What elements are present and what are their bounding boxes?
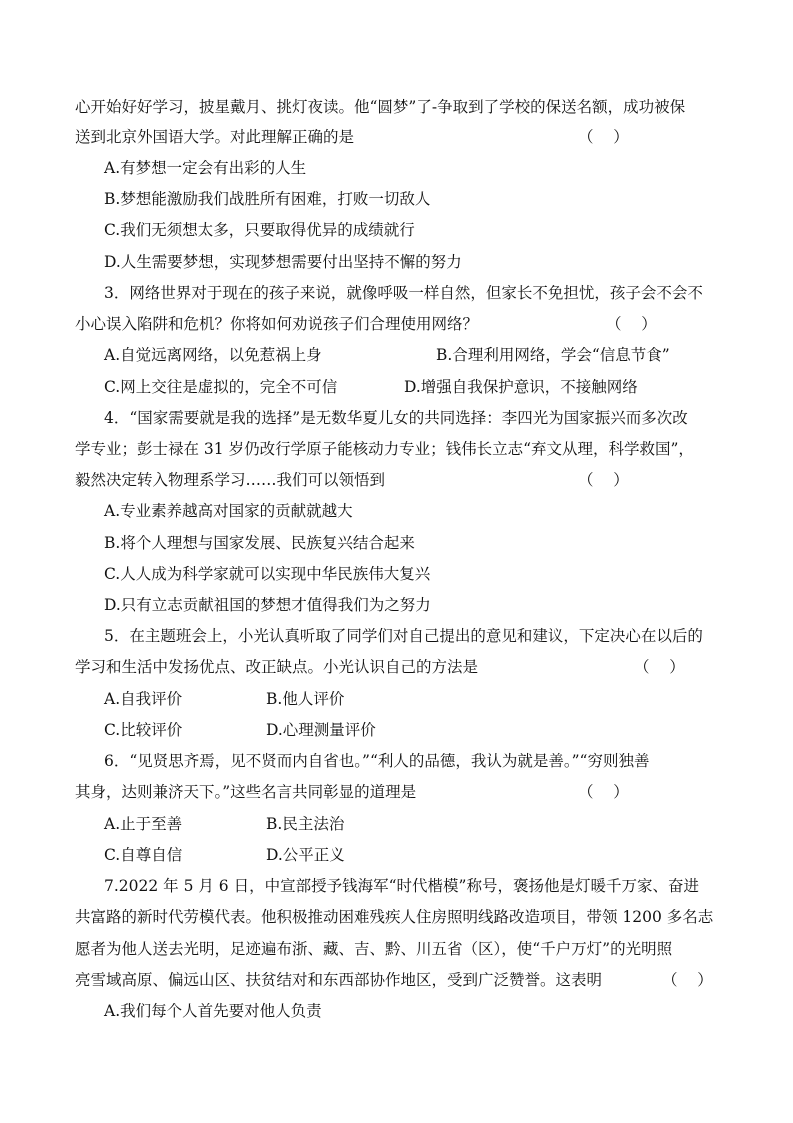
option-c: C.我们无须想太多，只要取得优异的成绩就行: [104, 221, 415, 239]
question-3-stem: 3．网络世界对于现在的孩子来说，就像呼吸一样自然，但家长不免担忧，孩子会不会不: [104, 284, 703, 302]
option-b: B.他人评价: [266, 690, 345, 708]
text-line: 小心误入陷阱和危机？你将如何劝说孩子们合理使用网络？: [75, 315, 479, 333]
option-b: B.合理利用网络，学会“信息节食”: [436, 346, 670, 364]
question-7-stem: 7.2022 年 5 月 6 日，中宣部授予钱海军“时代楷模”称号，褒扬他是灯暖千万家、奋进: [104, 877, 699, 895]
option-d: D.人生需要梦想，实现梦想需要付出坚持不懈的努力: [104, 253, 462, 271]
question-4-stem: 4．“国家需要就是我的选择”是无数华夏儿女的共同选择：李四光为国家振兴而多次改: [104, 409, 688, 427]
option-a: A.自我评价: [104, 690, 183, 708]
question-6-stem: 6．“见贤思齐焉，见不贤而内自省也。”“利人的品德，我认为就是善。”“穷则独善: [104, 752, 650, 770]
option-a: A.止于至善: [104, 815, 183, 833]
answer-paren: （ ）: [578, 471, 629, 489]
text-line: 亮雪域高原、偏远山区、扶贫结对和东西部协作地区，受到广泛赞誉。这表明: [75, 971, 603, 989]
option-b: B.梦想能激励我们战胜所有困难，打败一切敌人: [104, 190, 431, 208]
text-line: 毅然决定转入物理系学习……我们可以领悟到: [75, 471, 386, 489]
option-a: A.有梦想一定会有出彩的人生: [104, 159, 307, 177]
question-stem: 送到北京外国语大学。对此理解正确的是: [75, 128, 355, 146]
text-line: 共富路的新时代劳模代表。他积极推动困难残疾人住房照明线路改造项目，带领 1200 多名志: [75, 908, 714, 926]
option-c: C.自尊自信: [104, 846, 183, 864]
answer-paren: （ ）: [606, 315, 657, 333]
question-5-stem: 5．在主题班会上，小光认真听取了同学们对自己提出的意见和建议，下定决心在以后的: [104, 627, 703, 645]
text-line: 心开始好好学习，披星戴月、挑灯夜读。他“圆梦”了-争取到了学校的保送名额，成功被保: [75, 98, 686, 116]
option-c: C.比较评价: [104, 721, 183, 739]
answer-paren: （ ）: [634, 658, 685, 676]
option-d: D.心理测量评价: [266, 721, 376, 739]
option-d: D.只有立志贡献祖国的梦想才值得我们为之努力: [104, 596, 431, 614]
option-d: D.增强自我保护意识，不接触网络: [404, 378, 638, 396]
text-line: 学习和生活中发扬优点、改正缺点。小光认识自己的方法是: [75, 658, 479, 676]
option-b: B.民主法治: [266, 815, 345, 833]
text-line: 愿者为他人送去光明，足迹遍布浙、藏、吉、黔、川五省（区），使“千户万灯”的光明照: [75, 940, 673, 958]
option-c: C.网上交往是虚拟的，完全不可信: [104, 378, 338, 396]
option-c: C.人人成为科学家就可以实现中华民族伟大复兴: [104, 565, 431, 583]
text-line: 学专业；彭士禄在 31 岁仍改行学原子能核动力专业；钱伟长立志“弃文从理，科学救国”，: [75, 440, 694, 458]
option-b: B.将个人理想与国家发展、民族复兴结合起来: [104, 534, 415, 552]
answer-paren: （ ）: [578, 783, 629, 801]
option-d: D.公平正义: [266, 846, 345, 864]
answer-paren: （ ）: [578, 128, 629, 146]
text-line: 其身，达则兼济天下。”这些名言共同彰显的道理是: [75, 783, 417, 801]
option-a: A.专业素养越高对国家的贡献就越大: [104, 502, 353, 520]
option-a: A.自觉远离网络，以免惹祸上身: [104, 346, 322, 364]
answer-paren: （ ）: [662, 971, 713, 989]
option-a: A.我们每个人首先要对他人负责: [104, 1002, 322, 1020]
